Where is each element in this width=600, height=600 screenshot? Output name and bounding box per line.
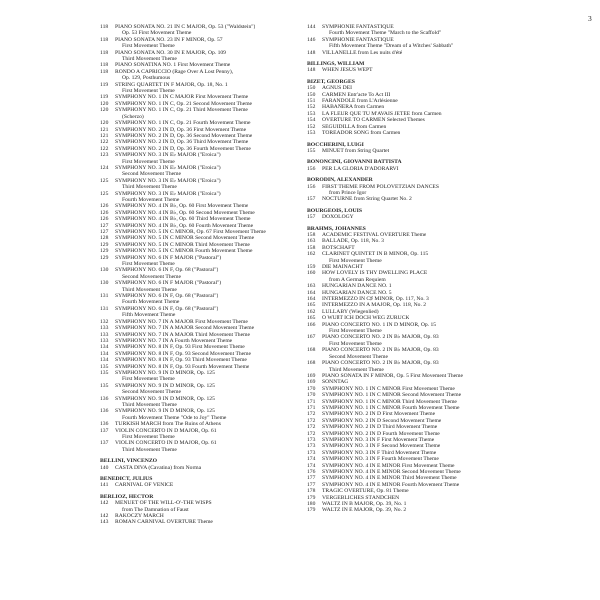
entry-title: SYMPHONY NO. 4 IN E MINOR Second Movement Theme (322, 469, 461, 475)
entry-page-number: 129 (100, 241, 109, 248)
entry-title: SYMPHONY NO. 3 IN F Third Movement Theme (322, 449, 437, 456)
entry-title: DOXOLOGY (322, 214, 354, 221)
entry-title: RONDO A CAPRICCIO (Rage Over A Lost Penny), (115, 68, 234, 75)
entry-page-number: 135 (100, 382, 109, 389)
entry-title: WHEN JESUS WEPT (322, 67, 373, 74)
entry-subtitle: Fourth Movement Theme "March to the Scaffold" (329, 30, 442, 37)
entry-title: VIOLIN CONCERTO IN D MAJOR, Op. 61 (115, 440, 217, 447)
entry-page-number: 172 (307, 417, 316, 424)
index-entry (307, 166, 497, 172)
entry-title: SYMPHONY NO. 3 IN F First Movement Theme (322, 436, 435, 443)
right-column (307, 24, 497, 514)
entry-title: LA FLEUR QUE TU M'AVAIS JETÉE from Carmen (322, 110, 442, 117)
entry-page-number: 134 (100, 350, 109, 357)
entry-title: SYMPHONY NO. 6 IN F MAJOR ("Pastoral") (115, 280, 222, 287)
entry-subtitle: First Movement Theme (122, 43, 175, 50)
entry-page-number: 169 (307, 379, 316, 386)
entry-title: PIANO SONATA NO. 30 IN E MAJOR, Op. 109 (115, 49, 226, 56)
entry-title: DIE MAINACHT (322, 264, 363, 270)
entry-title: VIOLIN CONCERTO IN D MAJOR, Op. 61 (115, 427, 217, 434)
entry-subtitle: Third Movement Theme (122, 184, 177, 191)
entry-page-number: 122 (100, 145, 109, 152)
index-entry (307, 214, 497, 220)
entry-title: SYMPHONY NO. 7 IN A MAJOR Third Movement Theme (115, 331, 250, 338)
entry-page-number: 157 (307, 214, 316, 221)
left-column (100, 24, 296, 526)
entry-page-number: 119 (100, 94, 109, 101)
entry-page-number: 127 (100, 222, 109, 229)
entry-title: VERGEBLICHES STÄNDCHEN (322, 494, 400, 501)
entry-title: SYMPHONY NO. 1 IN C MINOR Second Movement Theme (322, 392, 462, 399)
entry-title: SEGUIDILLA from Carmen (322, 123, 387, 130)
entry-subtitle: Second Movement Theme (122, 389, 181, 396)
entry-subtitle: Third Movement Theme (122, 286, 177, 293)
entry-title: AGNUS DEI (322, 85, 352, 92)
entry-subtitle: Fourth Movement Theme (122, 299, 180, 306)
entry-page-number: 120 (100, 107, 109, 114)
entry-page-number: 134 (100, 357, 109, 364)
entry-page-number: 165 (307, 302, 316, 309)
entry-page-number: 152 (307, 123, 316, 130)
entry-title: SYMPHONY NO. 6 IN F MAJOR ("Pastoral") (115, 254, 222, 261)
entry-title: SYMPHONY NO. 1 IN C, Op. 21 Fourth Movement Theme (115, 120, 251, 127)
entry-title: SYMPHONY NO. 3 IN E♭ MAJOR ("Eroica") (115, 164, 221, 171)
entry-page-number: 131 (100, 293, 109, 300)
entry-page-number: 146 (307, 36, 316, 43)
entry-page-number: 151 (307, 98, 316, 105)
composer-heading: BERLIOZ, HECTOR (100, 493, 154, 500)
composer-heading: BRAHMS, JOHANNES (307, 225, 366, 232)
entry-title: HOW LOVELY IS THY DWELLING PLACE (322, 270, 428, 277)
entry-title: SYMPHONY NO. 6 IN F, Op. 68 ("Pastoral") (115, 305, 219, 312)
entry-title: O WÜßT ICH DOCH WEG ZURÜCK (322, 315, 410, 322)
entry-subtitle: from A German Requiem (329, 276, 386, 283)
entry-title: SYMPHONY NO. 2 IN D, Op. 36 Fourth Movement Theme (115, 145, 251, 152)
entry-page-number: 133 (100, 331, 109, 338)
entry-title: TRAGIC OVERTURE, Op. 81 Theme (322, 488, 409, 495)
entry-page-number: 167 (307, 334, 316, 341)
entry-title: SYMPHONY NO. 3 IN E♭ MAJOR ("Eroica") (115, 152, 221, 159)
entry-title: STRING QUARTET IN F MAJOR, Op. 18, No. 1 (115, 81, 228, 88)
entry-title: CLARINET QUINTET IN B MINOR, Op. 115 (322, 251, 429, 258)
entry-page-number: 118 (100, 68, 109, 75)
entry-title: PER LA GLORIA D'ADORARVI (322, 165, 399, 172)
entry-page-number: 163 (307, 238, 316, 245)
entry-title: RAKOCZY MARCH (115, 513, 164, 520)
entry-title: SYMPHONY NO. 9 IN D MINOR, Op. 125 (115, 408, 215, 415)
entry-title: SYMPHONY NO. 1 IN C, Op. 21 Second Movement Theme (115, 100, 253, 107)
entry-page-number: 133 (100, 325, 109, 332)
entry-page-number: 136 (100, 408, 109, 415)
entry-title: SYMPHONY NO. 1 IN C, Op. 21 Third Movement Theme (115, 107, 248, 114)
entry-title: BALLADE, Op. 118, No. 3 (322, 238, 384, 245)
entry-title: HUNGARIAN DANCE NO. 1 (322, 283, 392, 290)
entry-title: TOREADOR SONG from Carmen (322, 130, 401, 137)
entry-title: SYMPHONY NO. 1 IN C MAJOR First Movement Theme (115, 94, 249, 101)
entry-title: SYMPHONY NO. 8 IN F, Op. 93 Third Movement Theme (115, 357, 247, 364)
entry-title: CASTA DIVA (Cavatina) from Norma (115, 464, 202, 471)
entry-title: PIANO SONATA NO. 23 IN F MINOR, Op. 57 (115, 36, 223, 43)
entry-subtitle: First Movement Theme (122, 158, 175, 165)
entry-page-number: 169 (307, 372, 316, 379)
entry-title: VILLANELLE from Les nuits d'été (322, 49, 403, 56)
page-number: 3 (588, 14, 592, 23)
composer-heading: BOURGEOIS, LOUIS (307, 207, 362, 214)
entry-page-number: 129 (100, 248, 109, 255)
entry-title: ACADEMIC FESTIVAL OVERTURE Theme (322, 231, 427, 238)
entry-page-number: 140 (100, 464, 109, 471)
entry-title: SYMPHONY NO. 7 IN A MAJOR Second Movement Theme (115, 325, 255, 332)
entry-page-number: 126 (100, 203, 109, 210)
entry-subtitle: Third Movement Theme (122, 401, 177, 408)
index-entry (307, 67, 497, 73)
entry-title: SYMPHONY NO. 3 IN F Fourth Movement Theme (322, 456, 439, 463)
entry-title: SYMPHONY NO. 1 IN C MINOR Fourth Movement Theme (322, 404, 460, 411)
entry-title: SYMPHONY NO. 2 IN D First Movement Theme (322, 411, 436, 418)
entry-subtitle: First Movement Theme (329, 257, 382, 264)
index-entry (307, 130, 497, 136)
index-entry (307, 148, 497, 154)
entry-subtitle: Fourth Movement Theme "Ode to Joy" Theme (122, 414, 227, 421)
entry-page-number: 121 (100, 126, 109, 133)
entry-title: ROMAN CARNIVAL OVERTURE Theme (115, 519, 213, 526)
entry-page-number: 130 (100, 267, 109, 274)
entry-page-number: 131 (100, 305, 109, 312)
index-entry (100, 465, 296, 471)
entry-page-number: 128 (100, 235, 109, 242)
entry-page-number: 157 (307, 196, 316, 203)
entry-page-number: 150 (307, 91, 316, 98)
entry-subtitle: Op. 53 First Movement Theme (122, 30, 192, 37)
entry-page-number: 156 (307, 165, 316, 172)
entry-title: NOCTURNE from String Quartet No. 2 (322, 196, 412, 203)
entry-page-number: 176 (307, 469, 316, 475)
entry-page-number: 179 (307, 494, 316, 501)
entry-title: SYMPHONY NO. 6 IN F, Op. 68 ("Pastoral") (115, 293, 219, 300)
entry-title: SYMPHONY NO. 9 IN D MINOR, Op. 125 (115, 382, 215, 389)
entry-title: PIANO CONCERTO NO. 2 IN B♭ MAJOR, Op. 83 (322, 360, 439, 367)
entry-title: CARNIVAL OF VENICE (115, 482, 174, 489)
entry-title: SYMPHONY NO. 5 IN C MINOR Third Movement Theme (115, 241, 250, 248)
entry-page-number: 124 (100, 164, 109, 171)
entry-page-number: 162 (307, 251, 316, 258)
entry-page-number: 166 (307, 321, 316, 328)
entry-page-number: 154 (307, 117, 316, 124)
entry-page-number: 118 (100, 49, 109, 56)
entry-page-number: 133 (100, 337, 109, 344)
entry-page-number: 135 (100, 369, 109, 376)
entry-title: HUNGARIAN DANCE NO. 5 (322, 289, 392, 296)
entry-title: SYMPHONY NO. 8 IN F, Op. 93 Second Movement Theme (115, 350, 251, 357)
entry-page-number: 163 (307, 283, 316, 290)
entry-title: PIANO SONATINA NO. 1 First Movement Theme (115, 62, 231, 69)
index-entry (307, 507, 497, 513)
entry-title: PIANO SONATA NO. 21 IN C MAJOR, Op. 53 ("Waldstein") (115, 24, 256, 30)
entry-title: SYMPHONY NO. 9 IN D MINOR, Op. 125 (115, 395, 215, 402)
entry-title: SYMPHONY NO. 4 IN E MINOR Third Movement Theme (322, 475, 457, 482)
entry-page-number: 121 (100, 132, 109, 139)
entry-page-number: 174 (307, 456, 316, 463)
composer-heading: BIZET, GEORGES (307, 78, 355, 85)
entry-page-number: 118 (100, 62, 109, 69)
entry-title: FIRST THEME FROM POLOVETZIAN DANCES (322, 183, 439, 190)
entry-title: SYMPHONY NO. 9 IN D MINOR, Op. 125 (115, 369, 215, 376)
index-entry (100, 519, 296, 525)
entry-title: SYMPHONY NO. 7 IN A MAJOR First Movement Theme (115, 318, 248, 325)
entry-page-number: 130 (100, 280, 109, 287)
entry-title: SYMPHONY NO. 4 IN B♭, Op. 60 First Movement Theme (115, 203, 249, 210)
entry-title: SYMPHONIE FANTASTIQUE (322, 24, 394, 30)
entry-page-number: 137 (100, 427, 109, 434)
entry-page-number: 158 (307, 231, 316, 238)
entry-title: SYMPHONY NO. 1 IN C MINOR Third Movement Theme (322, 398, 457, 405)
composer-heading: BORODIN, ALEXANDER (307, 177, 373, 184)
entry-title: SYMPHONY NO. 3 IN F Second Movement Theme (322, 443, 441, 450)
entry-title: FARANDOLE from L'Arlésienne (322, 98, 398, 105)
entry-subtitle: from Prince Igor (329, 189, 367, 196)
entry-page-number: 178 (307, 488, 316, 495)
composer-heading: BONONCINI, GIOVANNI BATTISTA (307, 159, 402, 166)
entry-subtitle: Third Movement Theme (122, 56, 177, 63)
entry-page-number: 165 (307, 315, 316, 322)
entry-page-number: 120 (100, 100, 109, 107)
entry-page-number: 153 (307, 110, 316, 117)
entry-title: SYMPHONY NO. 4 IN B♭, Op. 60 Third Movement Theme (115, 216, 251, 223)
entry-page-number: 148 (307, 49, 316, 56)
composer-heading: BELLINI, VINCENZO (100, 458, 158, 465)
entry-page-number: 171 (307, 398, 316, 405)
entry-page-number: 170 (307, 385, 316, 392)
entry-title: SONNTAG (322, 379, 349, 386)
entry-page-number: 125 (100, 190, 109, 197)
entry-page-number: 162 (307, 308, 316, 315)
entry-subtitle: First Movement Theme (122, 434, 175, 440)
entry-page-number: 122 (100, 139, 109, 146)
entry-subtitle: Fifth Movement Theme (122, 312, 176, 319)
entry-title: SYMPHONY NO. 6 IN F, Op. 68 ("Pastoral") (115, 267, 219, 274)
entry-subtitle: First Movement Theme (122, 261, 175, 268)
entry-title: PIANO CONCERTO NO. 1 IN D MINOR, Op. 15 (322, 321, 437, 328)
entry-subtitle: (Scherzo) (122, 113, 144, 120)
entry-subtitle: First Movement Theme (122, 88, 175, 95)
entry-subtitle: Second Movement Theme (329, 353, 388, 360)
entry-page-number: 156 (307, 183, 316, 190)
entry-page-number: 180 (307, 501, 316, 508)
entry-title: SYMPHONY NO. 5 IN C MINOR Fourth Movement Theme (115, 248, 253, 255)
entry-page-number: 148 (307, 67, 316, 74)
entry-page-number: 143 (100, 519, 109, 526)
entry-title: SYMPHONY NO. 4 IN B♭, Op. 60 Second Movement Theme (115, 209, 255, 216)
entry-page-number: 119 (100, 81, 109, 88)
entry-title: OVERTURE TO CARMEN Selected Themes (322, 117, 425, 124)
entry-title: SYMPHONY NO. 2 IN D Second Movement Theme (322, 417, 442, 424)
entry-title: PIANO SONATA IN F MINOR, Op. 5 First Movement Theme (322, 372, 464, 379)
entry-page-number: 136 (100, 421, 109, 428)
entry-page-number: 136 (100, 395, 109, 402)
entry-title: SYMPHONY NO. 5 IN C MINOR Second Movement Theme (115, 235, 255, 242)
entry-page-number: 141 (100, 482, 109, 489)
entry-title: INTERMEZZO IN A MAJOR, Op. 118, No. 2 (322, 302, 427, 309)
entry-title: SYMPHONY NO. 7 IN A Fourth Movement Theme (115, 337, 233, 344)
entry-page-number: 152 (307, 104, 316, 111)
entry-page-number: 142 (100, 513, 109, 520)
entry-subtitle: Third Movement Theme (122, 446, 177, 453)
entry-page-number: 168 (307, 360, 316, 367)
entry-page-number: 179 (307, 507, 316, 514)
entry-page-number: 159 (307, 264, 316, 270)
entry-title: SYMPHONY NO. 8 IN F, Op. 93 First Movement Theme (115, 344, 245, 351)
entry-title: SYMPHONY NO. 2 IN D, Op. 36 Second Movement Theme (115, 132, 253, 139)
entry-page-number: 118 (100, 36, 109, 43)
entry-page-number: 135 (100, 363, 109, 370)
entry-page-number: 170 (307, 392, 316, 399)
entry-title: SYMPHONY NO. 3 IN E♭ MAJOR ("Eroica") (115, 177, 221, 184)
entry-page-number: 173 (307, 443, 316, 450)
entry-page-number: 177 (307, 475, 316, 482)
entry-subtitle: Fifth Movement Theme "Dream of a Witches' Sabbath" (329, 43, 454, 50)
entry-page-number: 168 (307, 347, 316, 354)
entry-subtitle: First Movement Theme (329, 340, 382, 347)
entry-title: WALTZ IN B MAJOR, Op. 39, No. 1 (322, 501, 407, 508)
entry-page-number: 142 (100, 500, 109, 507)
entry-page-number: 177 (307, 481, 316, 488)
entry-title: SYMPHONY NO. 2 IN D, Op. 36 Third Movement Theme (115, 139, 249, 146)
entry-title: SYMPHONY NO. 4 IN B♭, Op. 60 Fourth Movement Theme (115, 222, 254, 229)
entry-subtitle: First Movement Theme (122, 376, 175, 383)
entry-page-number: 164 (307, 289, 316, 296)
entry-title: SYMPHONY NO. 2 IN D Third Movement Theme (322, 424, 438, 431)
entry-title: SYMPHONY NO. 4 IN E MINOR First Movement Theme (322, 462, 455, 469)
index-entry (100, 482, 296, 488)
entry-title: TURKISH MARCH from The Ruins of Athens (115, 421, 221, 428)
entry-subtitle: First Movement Theme (329, 328, 382, 335)
entry-title: BOTSCHAFT (322, 244, 355, 251)
entry-page-number: 123 (100, 152, 109, 159)
entry-page-number: 126 (100, 216, 109, 223)
entry-page-number: 127 (100, 229, 109, 235)
entry-title: SYMPHONY NO. 5 IN C MINOR, Op. 67 First Movement Theme (115, 229, 266, 235)
entry-page-number: 144 (307, 24, 316, 30)
entry-title: SYMPHONY NO. 1 IN C MINOR First Movement Theme (322, 385, 455, 392)
entry-subtitle: Second Movement Theme (122, 171, 181, 178)
entry-page-number: 120 (100, 120, 109, 127)
entry-page-number: 172 (307, 424, 316, 431)
entry-page-number: 150 (307, 85, 316, 92)
entry-title: SYMPHONY NO. 2 IN D Fourth Movement Theme (322, 430, 440, 437)
index-entry (307, 50, 497, 56)
entry-subtitle: Fourth Movement Theme (122, 196, 180, 203)
entry-title: SYMPHONY NO. 2 IN D, Op. 36 First Movement Theme (115, 126, 247, 133)
entry-subtitle: from The Damnation of Faust (122, 506, 189, 513)
entry-subtitle: Second Movement Theme (122, 273, 181, 280)
entry-page-number: 158 (307, 244, 316, 251)
entry-page-number: 132 (100, 318, 109, 325)
entry-page-number: 134 (100, 344, 109, 351)
entry-title: WALTZ IN E MAJOR, Op. 39, No. 2 (322, 507, 407, 514)
entry-page-number: 126 (100, 209, 109, 216)
entry-subtitle: Third Movement Theme (329, 366, 384, 373)
entry-title: SYMPHONY NO. 4 IN E MINOR Fourth Movement Theme (322, 481, 460, 488)
entry-page-number: 171 (307, 404, 316, 411)
entry-page-number: 172 (307, 411, 316, 418)
entry-title: PIANO CONCERTO NO. 2 IN B♭ MAJOR, Op. 83 (322, 347, 439, 354)
entry-page-number: 129 (100, 254, 109, 261)
entry-title: INTERMEZZO IN C♯ MINOR, Op. 117, No. 3 (322, 296, 429, 303)
entry-page-number: 125 (100, 177, 109, 184)
entry-title: HABAÑERA from Carmen (322, 104, 385, 111)
composer-heading: BOCCHERINI, LUIGI (307, 141, 364, 148)
entry-subtitle: Op. 129, Posthumous (122, 75, 171, 82)
composer-heading: BILLINGS, WILLIAM (307, 61, 365, 68)
entry-page-number: 153 (307, 130, 316, 137)
entry-page-number: 164 (307, 296, 316, 303)
entry-page-number: 173 (307, 449, 316, 456)
entry-page-number: 118 (100, 24, 109, 30)
entry-title: SYMPHONIE FANTASTIQUE (322, 36, 394, 43)
entry-title: SYMPHONY NO. 3 IN E♭ MAJOR ("Eroica") (115, 190, 221, 197)
entry-title: LULLABY (Wiegenlied) (322, 308, 379, 315)
entry-title: MENUET OF THE WILL-O'-THE WISPS (115, 500, 212, 507)
entry-title: PIANO CONCERTO NO. 2 IN B♭ MAJOR, Op. 83 (322, 334, 439, 341)
entry-page-number: 155 (307, 147, 316, 154)
entry-page-number: 173 (307, 436, 316, 443)
entry-page-number: 172 (307, 430, 316, 437)
entry-page-number: 174 (307, 462, 316, 469)
entry-page-number: 137 (100, 440, 109, 447)
entry-title: CARMEN Entr'acte To Act III (322, 91, 391, 98)
entry-page-number: 160 (307, 270, 316, 277)
composer-heading: BENEDICT, JULIUS (100, 476, 153, 483)
entry-title: SYMPHONY NO. 8 IN F, Op. 93 Fourth Movement Theme (115, 363, 250, 370)
index-entry (307, 196, 497, 202)
entry-title: MINUET from String Quartet (322, 147, 390, 154)
